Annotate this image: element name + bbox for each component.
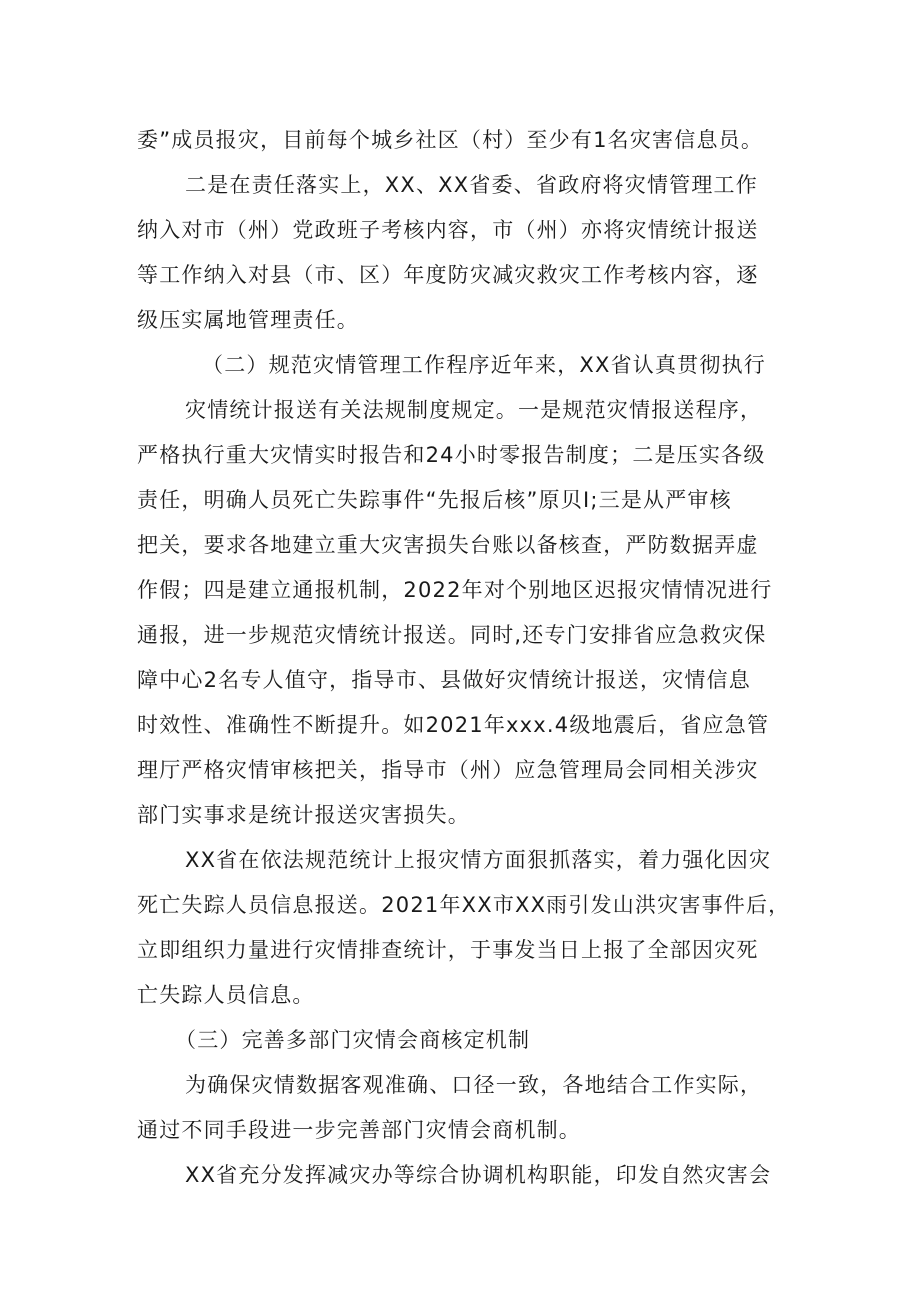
text-line: 纳入对市（州）党政班子考核内容，市（州）亦将灾情统计报送 xyxy=(137,218,759,242)
text-line: 通报，进一步规范灾情统计报送。同时,还专门安排省应急救灾保 xyxy=(137,623,767,647)
text-line: 委”成员报灾，目前每个城乡社区（村）至少有1名灾害信息员。 xyxy=(137,128,764,152)
text-line: 时效性、准确性不断提升。如2021年xxx.4级地震后，省应急管 xyxy=(137,713,770,737)
text-line: XX省在依法规范统计上报灾情方面狠抓落实，着力强化因灾 xyxy=(185,848,772,872)
text-line: XX省充分发挥减灾办等综合协调机构职能，印发自然灾害会 xyxy=(185,1163,772,1187)
text-line: 通过不同手段进一步完善部门灾情会商机制。 xyxy=(137,1118,581,1142)
text-line: 障中心2名专人值守，指导市、县做好灾情统计报送，灾情信息 xyxy=(137,668,751,692)
text-line: 责任，明确人员死亡失踪事件“先报后核”原贝I;三是从严审核 xyxy=(137,488,732,512)
text-line: 等工作纳入对县（市、区）年度防灾减灾救灾工作考核内容，逐 xyxy=(137,263,759,287)
text-line: 二是在责任落实上，XX、XX省委、省政府将灾情管理工作 xyxy=(185,173,758,197)
text-line: 把关，要求各地建立重大灾害损失台账以备核查，严防数据弄虚 xyxy=(137,533,759,557)
text-line: 作假；四是建立通报机制，2022年对个别地区迟报灾情情况进行 xyxy=(137,578,773,602)
text-line: 灾情统计报送有关法规制度规定。一是规范灾情报送程序， xyxy=(185,398,763,422)
text-line: 为确保灾情数据客观准确、口径一致，各地结合工作实际， xyxy=(185,1073,763,1097)
text-line: 死亡失踪人员信息报送。2021年XX市XX雨引发山洪灾害事件后， xyxy=(137,893,791,917)
section-heading: （三）完善多部门灾情会商核定机制 xyxy=(175,1028,531,1052)
text-line: 亡失踪人员信息。 xyxy=(137,983,315,1007)
text-line: 级压实属地管理责任。 xyxy=(137,308,359,332)
text-line: 部门实事求是统计报送灾害损失。 xyxy=(137,803,470,827)
text-line: 理厅严格灾情审核把关，指导市（州）应急管理局会同相关涉灾 xyxy=(137,758,759,782)
text-line: 立即组织力量进行灾情排查统计，于事发当日上报了全部因灾死 xyxy=(137,938,759,962)
section-heading: （二）规范灾情管理工作程序近年来，XX省认真贯彻执行 xyxy=(202,353,766,377)
text-line: 严格执行重大灾情实时报告和24小时零报告制度；二是压实各级 xyxy=(137,443,766,467)
